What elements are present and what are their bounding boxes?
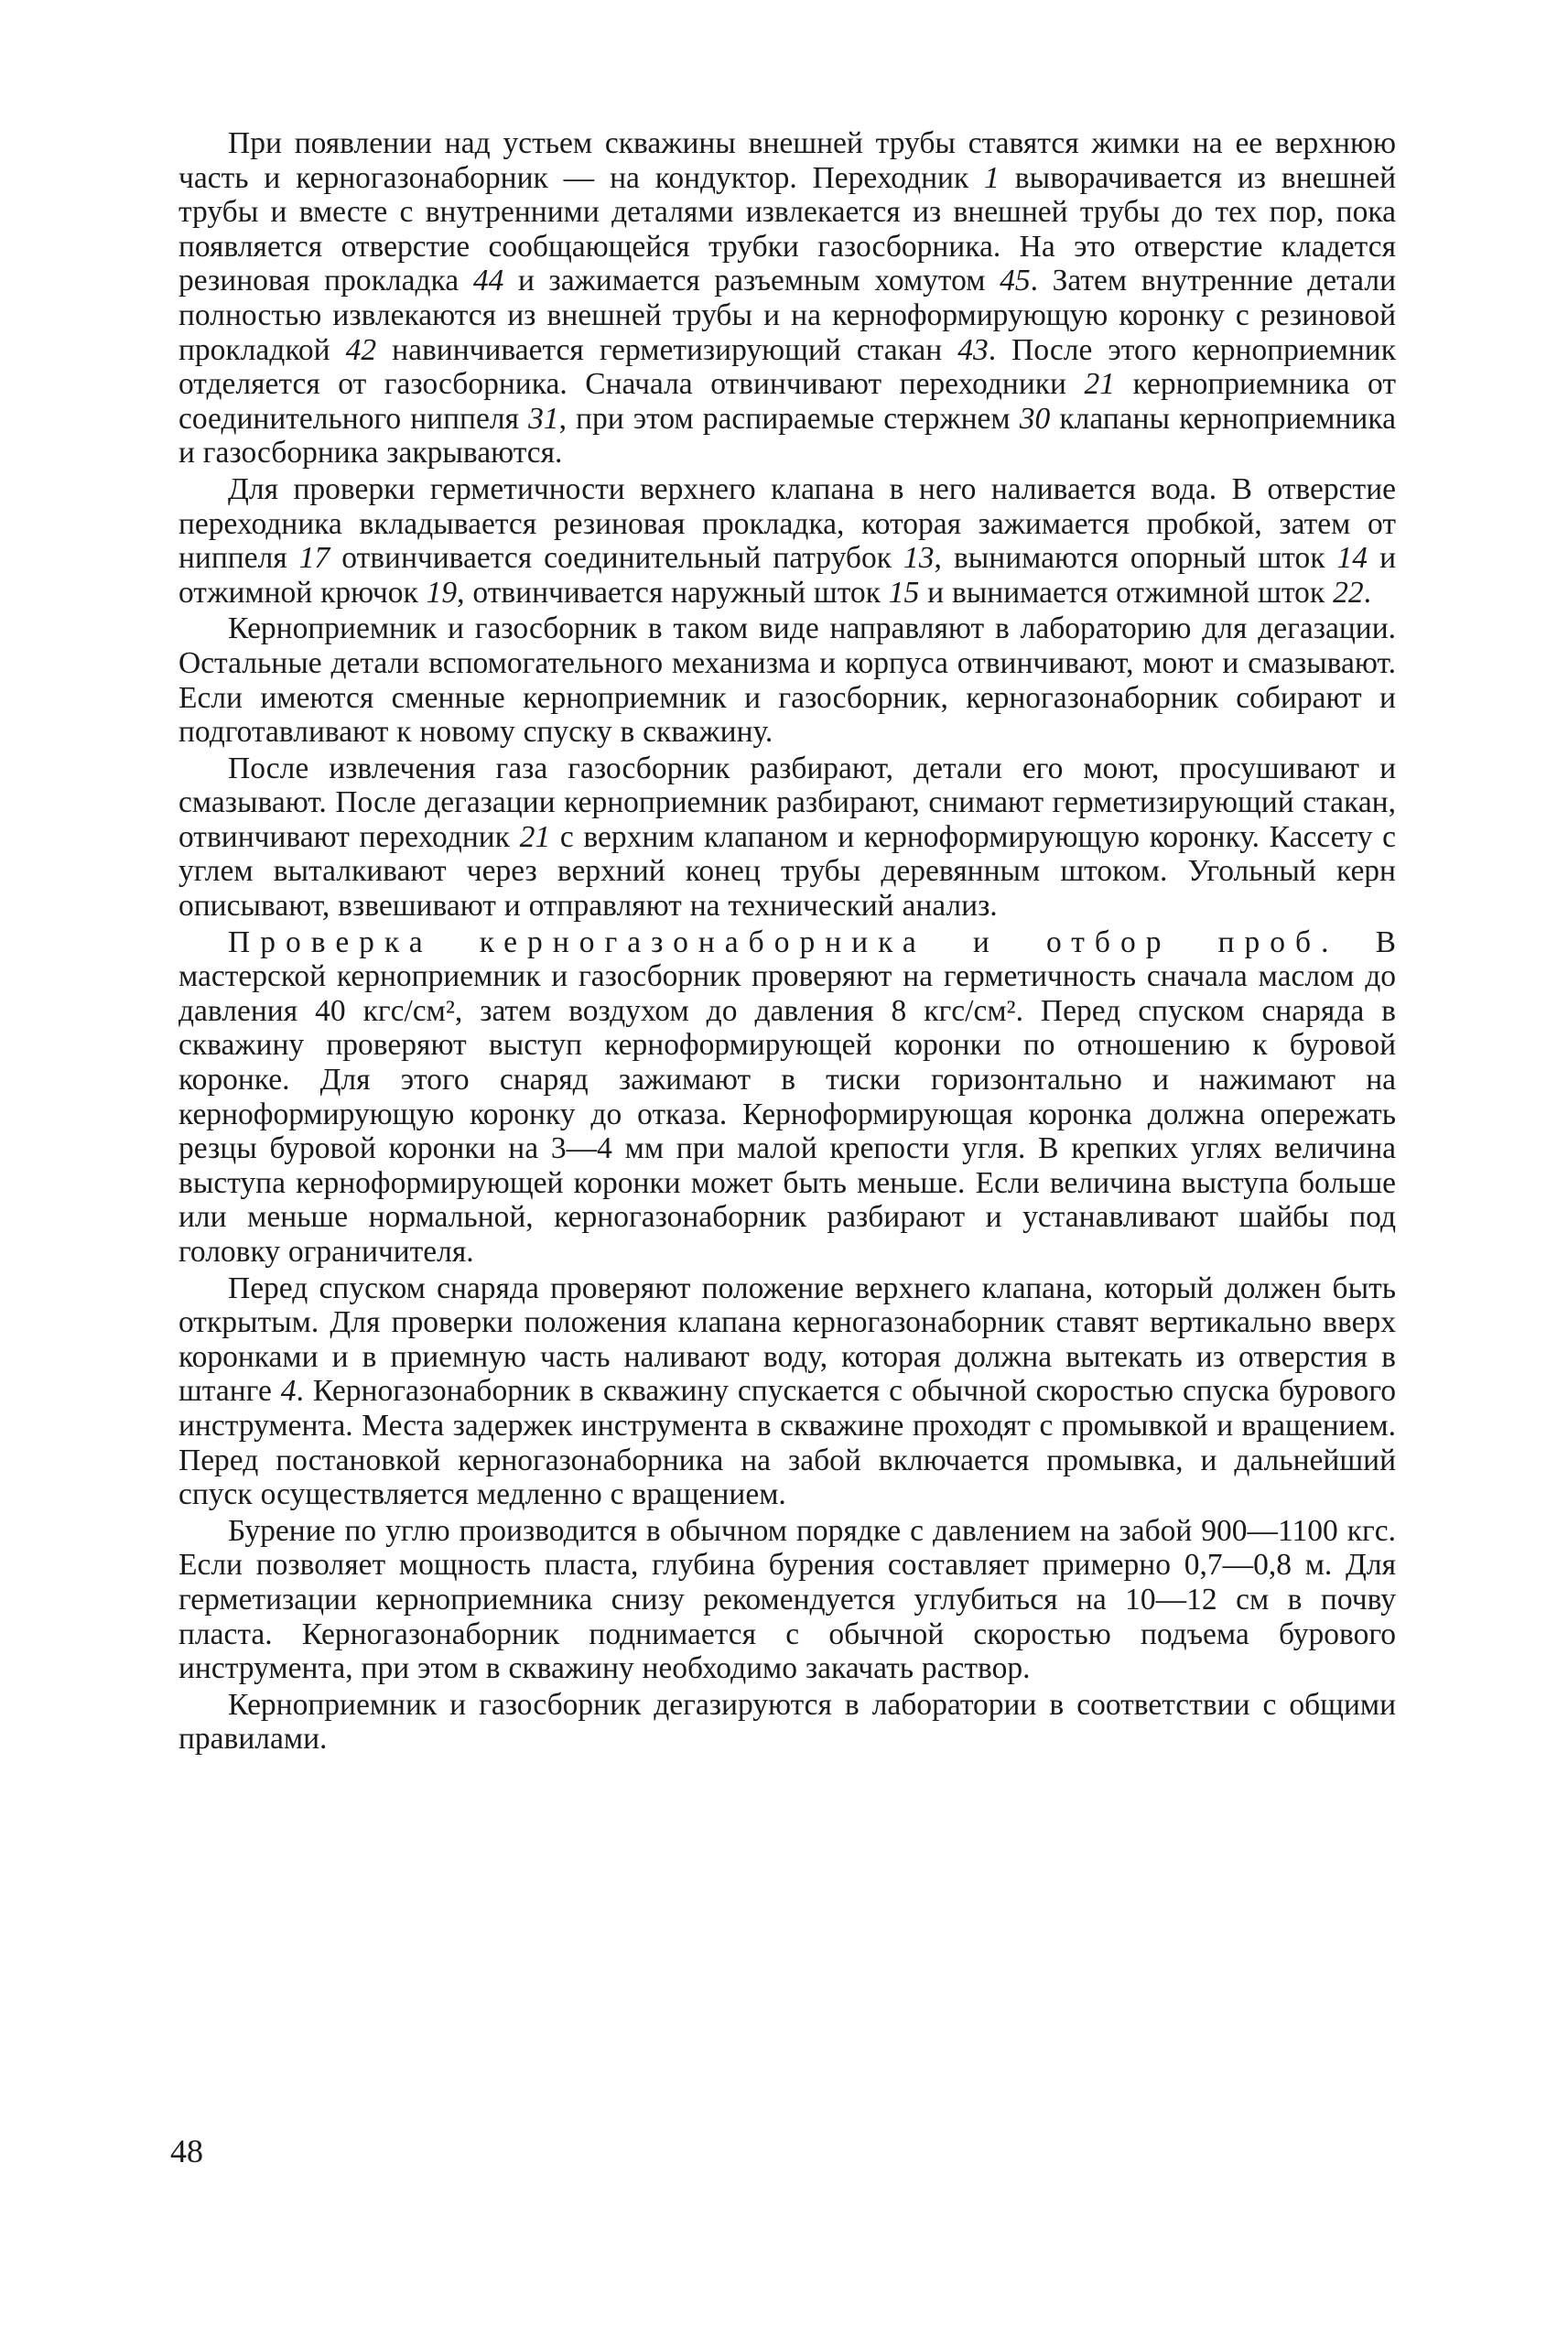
reference-number: 44	[472, 264, 504, 298]
reference-number: 22	[1333, 575, 1364, 610]
reference-number: 19	[426, 575, 458, 610]
text-run: с верхним клапаном и керноформирующую коронку. Кассету с углем выталкивают через верхний конец трубы деревянным штоком. Угольный керн описывают, взвешивают и отправляют на технический анализ.	[178, 819, 1397, 924]
text-run: Керноприемник и газосборник дегазируются в лаборатории в соответствии с общими правилами.	[178, 1687, 1396, 1757]
reference-number: 30	[1019, 401, 1051, 436]
paragraph	[178, 611, 1396, 749]
reference-number: 14	[1336, 541, 1368, 576]
paragraph	[178, 1688, 1396, 1757]
reference-number: 31	[528, 401, 559, 436]
reference-number: 4	[280, 1374, 297, 1409]
text-run: Бурение по углю производится в обычном порядке с давлением на забой 900—1100 кгс. Если позволяет мощность пласта, глубина бурения составляет примерно 0,7—0,8 м. Для герметизации керноприемника снизу рекомендуется углубиться на 10—12 см в почву пласта. Керногазонаборник поднимается с обычной скоростью подъема бурового инструмента, при этом в скважину необходимо закачать раствор.	[178, 1513, 1396, 1686]
text-run: После извлечения газа газосборник разбирают, детали его моют, просушивают и смазывают. После дегазации керноприемник разбирают, снимают герметизирующий стакан, отвинчивают переходник	[178, 751, 1396, 854]
text-run: отвинчивается соединительный патрубок	[330, 541, 904, 576]
text-run: выворачивается из внешней трубы и вместе с внутренними деталями извлекается из внешней трубы до тех пор, пока появляется отверстие сообщающейся трубки газосборника. На это отверстие кладется резиновая прокладка	[178, 160, 1397, 298]
text-run: и вынимается отжимной шток	[919, 575, 1334, 610]
text-run: и отжимной крючок	[178, 541, 1396, 610]
text-run: . Керногазонаборник в скважину спускается с обычной скоростью спуска бурового инструмента. Места задержек инструмента в скважине проходят с промывкой и вращением. Перед постановкой керногазонаборника на забой включается промывка, и дальнейший спуск осуществляется медленно с вращением.	[178, 1374, 1396, 1512]
paragraph	[178, 472, 1396, 610]
reference-number: 13	[903, 541, 935, 576]
reference-number: 1	[984, 160, 1000, 195]
text-run: , вынимаются опорный шток	[934, 541, 1337, 576]
page-body	[178, 126, 1396, 1757]
text-run: Для проверки герметичности верхнего клапана в него наливается вода. В отверстие переходника вкладывается резиновая прокладка, которая зажимается пробкой, затем от ниппеля	[178, 471, 1396, 576]
text-run: Перед спуском снаряда проверяют положение верхнего клапана, который должен быть открытым. Для проверки положения клапана керногазонаборник ставят вертикально вверх коронками и в приемную часть наливают воду, которая должна вытекать из отверстия в штанге	[178, 1271, 1396, 1409]
page-number: 48	[170, 2133, 203, 2169]
text-run: клапаны керноприемника и газосборника закрываются.	[178, 401, 1396, 470]
reference-number: 15	[888, 575, 920, 610]
text-run: , при этом распираемые стержнем	[558, 401, 1020, 436]
reference-number: 45	[1000, 264, 1031, 298]
text-run: керноприемника от соединительного ниппеля	[178, 367, 1396, 436]
text-run: В мастерской керноприемник и газосборник проверяют на герметичность сначала маслом до давления 40 кгс/см², затем воздухом до давления 8 кгс/см². Перед спуском снаряда в скважину проверяют выступ керноформирующей коронки по отношению к буровой коронке. Для этого снаряд зажимают в тиски горизонтально и нажимают на керноформирующую коронку до отказа. Керноформирующая коронка должна опережать резцы буровой коронки на 3—4 мм при малой крепости угля. В крепких углях величина выступа керноформирующей коронки может быть меньше. Если величина выступа больше или меньше нормальной, керногазонаборник разбирают и устанавливают шайбы под головку ограничителя.	[178, 925, 1396, 1269]
reference-number: 17	[298, 541, 330, 576]
text-run: и зажимается разъемным хомутом	[503, 264, 1000, 298]
paragraph	[178, 126, 1396, 470]
paragraph	[178, 1271, 1396, 1512]
text-run: . Затем внутренние детали полностью извлекаются из внешней трубы и на керноформирующую коронку с резиновой прокладкой	[178, 264, 1396, 367]
text-run: . После этого керноприемник отделяется от газосборника. Сначала отвинчивают переходники	[178, 332, 1396, 402]
paragraph	[178, 752, 1396, 924]
text-run: , отвинчивается наружный шток	[457, 575, 889, 610]
reference-number: 43	[957, 332, 989, 367]
reference-number: 21	[1084, 367, 1116, 402]
reference-number: 21	[519, 819, 551, 854]
text-run: навинчивается герметизирующий стакан	[376, 332, 958, 367]
section-emphasis: Проверка керногазонаборника и отбор проб.	[228, 925, 1339, 959]
text-run: .	[1363, 575, 1371, 610]
reference-number: 42	[345, 332, 377, 367]
text-run: Керноприемник и газосборник в таком виде направляют в лабораторию для дегазации. Остальные детали вспомогательного механизма и корпуса отвинчивают, моют и смазывают. Если имеются сменные керноприемник и газосборник, керногазонаборник собирают и подготавливают к новому спуску в скважину.	[178, 611, 1396, 750]
paragraph	[178, 1514, 1396, 1686]
text-run: При появлении над устьем скважины внешней трубы ставятся жимки на ее верхнюю часть и керногазонаборник — на кондуктор. Переходник	[178, 126, 1396, 195]
paragraph	[178, 925, 1396, 1270]
